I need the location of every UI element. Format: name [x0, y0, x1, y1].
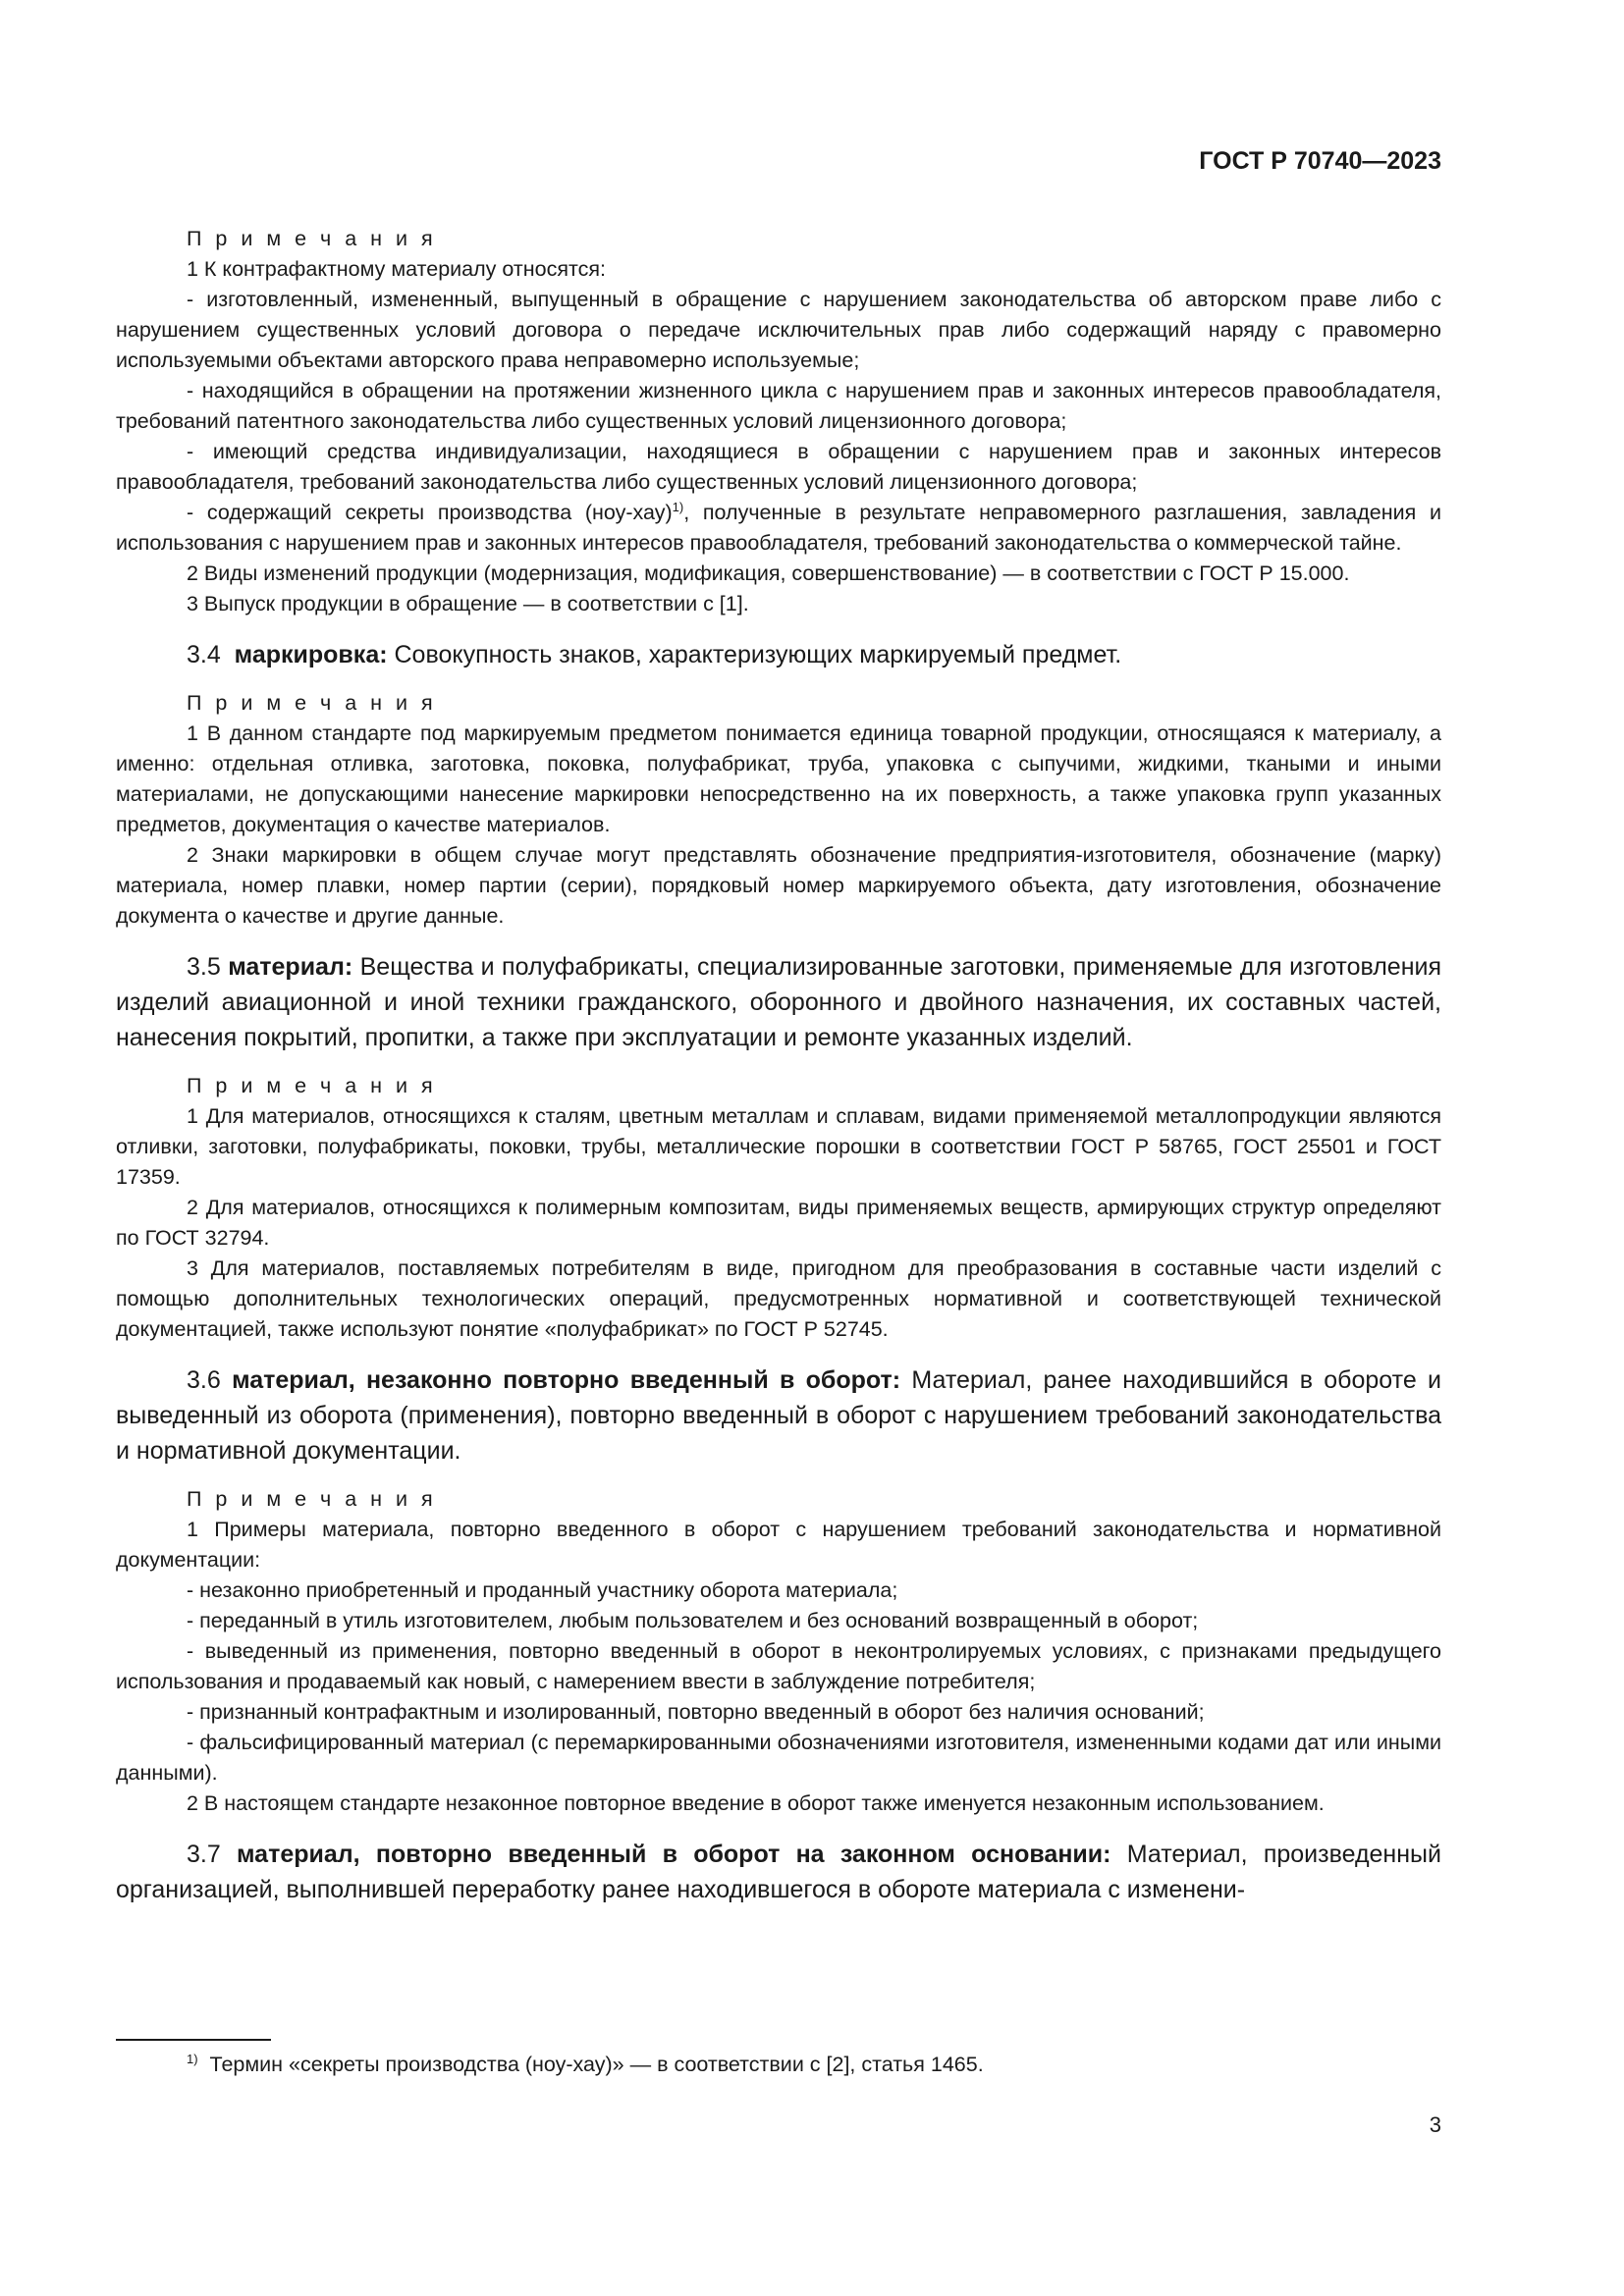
note-item: 2 Знаки маркировки в общем случае могут представлять обозначение предприятия-изготовителя, обозначение (марку) материала, номер плавки, номер партии (серии), порядковый номер маркируемого объекта, дату изготовления, обозначение документа о качестве и другие данные.	[116, 843, 1441, 928]
term-title: материал:	[228, 953, 353, 981]
term-number: 3.4	[187, 641, 221, 668]
term-definition: Вещества и полуфабрикаты, специализированные заготовки, применяемые для изготовления изделий авиационной и иной техники гражданского, оборонного и двойного назначения, их составных частей, нанесения покрытий, пропитки, а также при эксплуатации и ремонте указанных изделий.	[116, 953, 1441, 1051]
note-item: 2 Виды изменений продукции (модернизация, модификация, совершенствование) — в соответствии с ГОСТ Р 15.000.	[187, 561, 1350, 585]
note-item: - фальсифицированный материал (с перемаркированными обозначениями изготовителя, измененными кодами дат или иными данными).	[116, 1731, 1441, 1785]
note-item: - выведенный из применения, повторно введенный в оборот в неконтролируемых условиях, с признаками предыдущего использования и продаваемый как новый, с намерением ввести в заблуждение потребителя;	[116, 1639, 1441, 1693]
note-item: - изготовленный, измененный, выпущенный в обращение с нарушением законодательства об авторском праве либо с нарушением существенных условий договора о передаче исключительных прав либо содержащий наряду с правомерно используемыми объектами авторского права неправомерно используемые;	[116, 288, 1441, 372]
term-number: 3.5	[187, 953, 221, 981]
notes-block-4	[116, 1484, 1441, 1819]
note-item: - незаконно приобретенный и проданный участнику оборота материала;	[187, 1578, 898, 1602]
note-text: - содержащий секреты производства (ноу-хау)	[187, 501, 673, 524]
term-definition: Материал, ранее находившийся в обороте и выведенный из оборота (применения), повторно введенный в оборот с нарушением требований законодательства и нормативной документации.	[116, 1366, 1441, 1465]
note-item: - переданный в утиль изготовителем, любым пользователем и без оснований возвращенный в оборот;	[187, 1609, 1199, 1632]
notes-heading: П р и м е ч а н и я	[187, 227, 437, 250]
term-3-5	[116, 949, 1441, 1055]
footnote-ref[interactable]: 1)	[672, 499, 684, 514]
term-definition: Совокупность знаков, характеризующих маркируемый предмет.	[394, 641, 1122, 668]
note-item: 2 Для материалов, относящихся к полимерным композитам, виды применяемых веществ, армирующих структур определяют по ГОСТ 32794.	[116, 1196, 1441, 1250]
note-item: 3 Выпуск продукции в обращение — в соответствии с [1].	[187, 592, 749, 615]
notes-block-3	[116, 1071, 1441, 1345]
footnote-mark: 1)	[187, 2051, 198, 2066]
notes-heading: П р и м е ч а н и я	[187, 691, 437, 715]
term-3-4	[116, 637, 1441, 672]
note-item: - находящийся в обращении на протяжении жизненного цикла с нарушением прав и законных интересов правообладателя, требований патентного законодательства либо существенных условий лицензионного договора;	[116, 379, 1441, 433]
term-definition: Материал, произведенный организацией, выполнившей переработку ранее находившегося в обороте материала с изменени-	[116, 1841, 1441, 1903]
term-3-7	[116, 1837, 1441, 1907]
notes-heading: П р и м е ч а н и я	[187, 1074, 437, 1097]
footnote-divider	[116, 2039, 271, 2041]
note-item: 1 К контрафактному материалу относятся:	[187, 257, 606, 281]
term-title: материал, незаконно повторно введенный в оборот:	[232, 1366, 901, 1394]
term-title: материал, повторно введенный в оборот на законном основании:	[237, 1841, 1111, 1868]
note-item: - признанный контрафактным и изолированный, повторно введенный в оборот без наличия оснований;	[187, 1700, 1205, 1724]
term-3-6	[116, 1362, 1441, 1468]
notes-heading: П р и м е ч а н и я	[187, 1487, 437, 1511]
note-item: 3 Для материалов, поставляемых потребителям в виде, пригодном для преобразования в составные части изделий с помощью дополнительных технологических операций, предусмотренных нормативной и соответствующей технической документацией, также используют понятие «полуфабрикат» по ГОСТ Р 52745.	[116, 1256, 1441, 1341]
document-id: ГОСТ Р 70740—2023	[1199, 147, 1441, 175]
note-text: , полученные в результате неправомерного разглашения, завладения и использования с нарушением прав и законных интересов правообладателя, требований законодательства о коммерческой тайне.	[116, 501, 1441, 555]
page-number: 3	[1429, 2112, 1441, 2137]
notes-block-2	[116, 688, 1441, 932]
footnote-text: Термин «секреты производства (ноу-хау)» — в соответствии с [2], статья 1465.	[209, 2053, 984, 2076]
term-title: маркировка:	[234, 641, 388, 668]
term-number: 3.7	[187, 1841, 221, 1868]
page-content	[116, 224, 1441, 1923]
note-item-footnoted	[116, 498, 1441, 559]
note-item: 2 В настоящем стандарте незаконное повторное введение в оборот также именуется незаконным использованием.	[187, 1791, 1325, 1815]
note-item: - имеющий средства индивидуализации, находящиеся в обращении с нарушением прав и законных интересов правообладателя, требований законодательства либо существенных условий лицензионного договора;	[116, 440, 1441, 494]
note-item: 1 В данном стандарте под маркируемым предметом понимается единица товарной продукции, относящаяся к материалу, а именно: отдельная отливка, заготовка, поковка, полуфабрикат, труба, упаковка с сыпучими, жидкими, ткаными и иными материалами, не допускающими нанесение маркировки непосредственно на их поверхность, а также упаковка групп указанных предметов, документация о качестве материалов.	[116, 721, 1441, 836]
notes-block-1	[116, 224, 1441, 619]
term-number: 3.6	[187, 1366, 221, 1394]
note-item: 1 Для материалов, относящихся к сталям, цветным металлам и сплавам, видами применяемой металлопродукции являются отливки, заготовки, полуфабрикаты, поковки, трубы, металлические порошки в соответствии ГОСТ Р 58765, ГОСТ 25501 и ГОСТ 17359.	[116, 1104, 1441, 1189]
note-item: 1 Примеры материала, повторно введенного в оборот с нарушением требований законодательства и нормативной документации:	[116, 1518, 1441, 1572]
footnote	[187, 2050, 984, 2079]
